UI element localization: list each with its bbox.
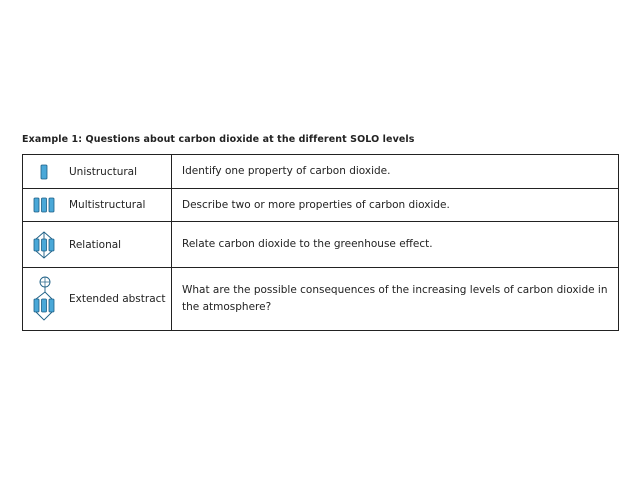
extended-abstract-icon [23,275,63,323]
table-row [23,268,619,331]
level-cell [23,268,172,331]
multistructural-icon [23,197,63,213]
question-text: Identify one property of carbon dioxide. [172,155,619,189]
level-cell [23,155,172,189]
solo-table [22,154,619,331]
unistructural-icon [23,164,63,180]
relational-icon [23,230,63,260]
level-label: Extended abstract [69,293,166,305]
question-text: Relate carbon dioxide to the greenhouse effect. [172,222,619,268]
level-cell [23,222,172,268]
table-row [23,155,619,189]
table-row [23,189,619,222]
question-text: What are the possible consequences of the increasing levels of carbon dioxide in the atmosphere? [172,268,619,331]
level-cell [23,189,172,222]
level-label: Unistructural [69,165,138,178]
level-label: Relational [69,238,122,251]
table-row [23,222,619,268]
question-text: Describe two or more properties of carbon dioxide. [172,189,619,222]
level-label: Multistructural [69,199,146,211]
example-caption: Example 1: Questions about carbon dioxide at the different SOLO levels [22,134,415,145]
